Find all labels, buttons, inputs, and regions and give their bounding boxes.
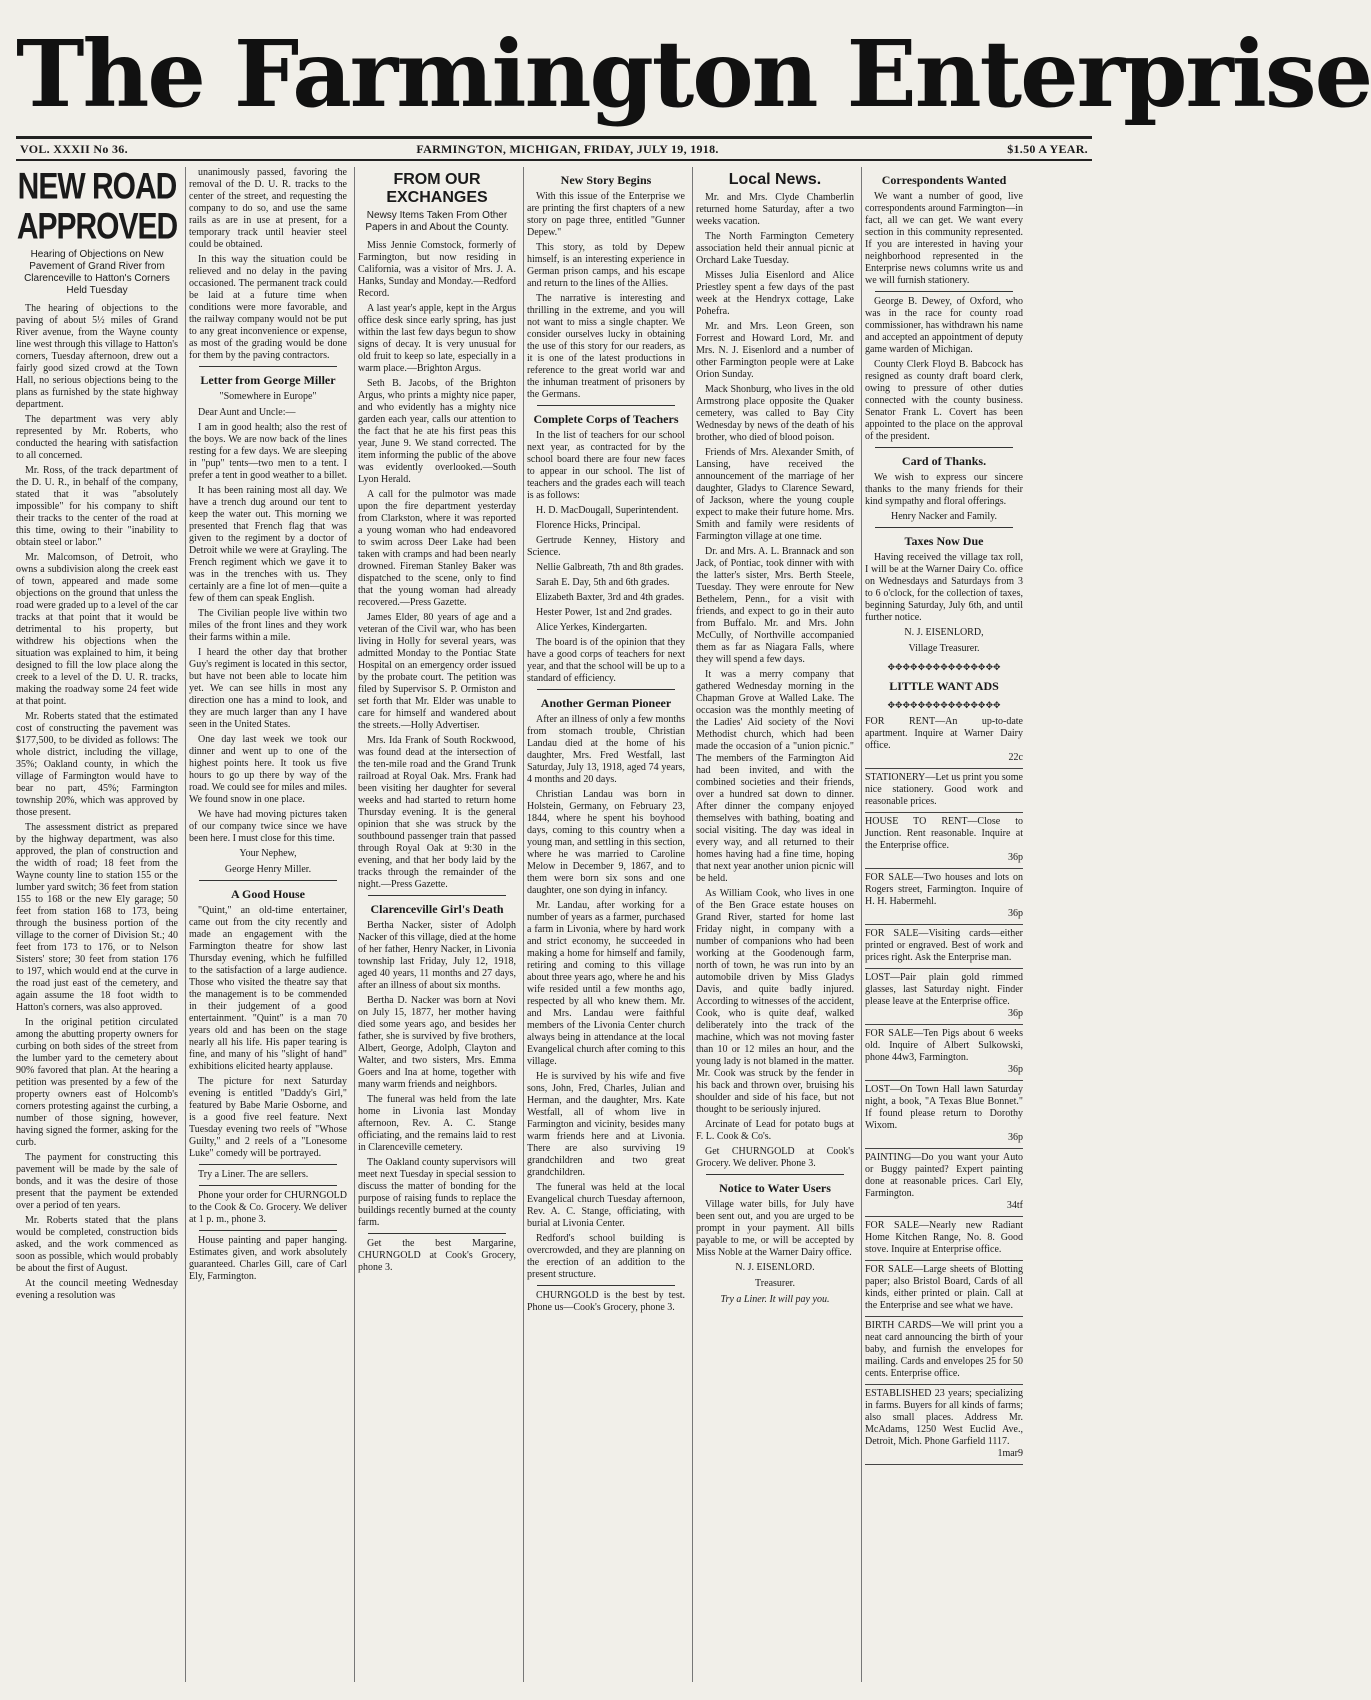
divider	[875, 447, 1013, 448]
paragraph: The payment for constructing this pavement will be made by the sale of bonds, and it was the desire of those present that the payment be extended over a period of ten years.	[16, 1152, 178, 1211]
exchanges-heading: FROM OUR EXCHANGES	[386, 171, 488, 206]
water-notice-text: Village water bills, for July have been sent out, and you are urged to be prompt in your payment. All bills payable to me, or will be accepted by Miss Noble at the Warner Dairy office.	[696, 1199, 854, 1258]
paragraph: This story, as told by Depew himself, is an interesting experience in German prison camps, and his escape and return to the lines of the Allies.	[527, 242, 685, 289]
churngold-best-ad: CHURNGOLD is the best by test. Phone us—Cook's Grocery, phone 3.	[527, 1290, 685, 1313]
paragraph: Dr. and Mrs. A. L. Brannack and son Jack, of Pontiac, took dinner with with the latter's sister, Mrs. Berth Steele, Tuesday. They were enroute for New Bethelem, Penn., for a visit with friends, and expect to go in their auto from Buffalo. Mr. and Mrs. John McCully, of Northville accompanied them as far as Niagara Falls, where they will spend a few days.	[696, 546, 854, 665]
paragraph: Mr. Roberts stated that the plans would be completed, construction bids asked, and the work commenced as soon as possible, which would probably be about the first of August.	[16, 1215, 178, 1274]
death-article	[358, 920, 516, 1229]
paragraph: Sarah E. Day, 5th and 6th grades.	[536, 577, 670, 588]
paragraph: The funeral was held from the late home in Livonia last Monday afternoon, Rev. A. C. Stange officiating, and the remains laid to rest in Clarenceville cemetery.	[358, 1094, 516, 1153]
painting-ad: House painting and paper hanging. Estimates given, and work absolutely guaranteed. Charles Gill, care of Carl Ely, Farmington.	[189, 1235, 347, 1282]
thanks-text: We wish to express our sincere thanks to the many friends for their kind sympathy and floral offerings.	[865, 472, 1023, 507]
want-ad-text: LOST—On Town Hall lawn Saturday night, a book, "A Texas Blue Bonnet." If found please return to Dorothy Wixom.	[865, 1084, 1023, 1131]
paragraph: It was a merry company that gathered Wednesday morning in the Chapman Grove at Walled Lake. The occasion was the monthly meeting of the Ladies' Aid society of the Novi Methodist church, which had been made the occasion of a "union picnic." The members of the Farmington Aid had been invited, and with the combined societies and their friends, over a hundred sat down to dinner. After dinner the company enjoyed themselves with bathing, boating and social visiting. The day was ideal in every way, and all returned to their homes having had a fine time, hoping that next year another union picnic will be held.	[696, 669, 854, 884]
paragraph: Arcinate of Lead for potato bugs at F. L. Cook & Co's.	[696, 1119, 854, 1142]
good-house-heading: A Good House	[230, 887, 305, 901]
want-ad-code: 1mar9	[997, 1448, 1023, 1459]
want-ad	[865, 925, 1023, 969]
paragraph: Mr. and Mrs. Clyde Chamberlin returned home Saturday, after a two weeks vacation.	[696, 192, 854, 227]
masthead-title: The Farmington Enterprise	[16, 20, 1371, 128]
taxes-signature: N. J. EISENLORD,	[904, 627, 984, 638]
paragraph: The assessment district as prepared by the highway department, was also approved, the plan of construction and the width of road; 18 feet from the Wayne county line to station 155 or the lumber yard switch; 36 feet from station 155 to 168 or the new Ely garage; 50 feet from station 168 to 173, being through the business portion of the village to the corner of Division St.; 40 feet from 173 to 176, or to Nelson Sisters' store; 30 feet from station 176 to 197, which would end at the curve in the road just east of the cemetery, and again assume the 18 foot width to Hatton's corners, was also approved.	[16, 822, 178, 1013]
headline-deck: Hearing of Objections on New Pavement of Grand River from Clarenceville to Hatton's Corners Held Tuesday	[24, 249, 170, 296]
paragraph: Bertha Nacker, sister of Adolph Nacker of this village, died at the home of her father, Henry Nacker, in Livonia township last Friday, July 12, 1918, aged 40 years, 11 months and 27 days, after an illness of about six months.	[358, 920, 516, 991]
want-ad	[865, 1261, 1023, 1317]
want-ad	[865, 769, 1023, 813]
liner-tagline: Try a Liner. It will pay you.	[720, 1294, 830, 1305]
paragraph: We have had moving pictures taken of our company twice since we have been here. I must close for this time.	[189, 809, 347, 844]
paragraph: James Elder, 80 years of age and a veteran of the Civil war, who has been living in Holly for several years, was admitted Monday to the Pontiac State Hospital on an emergency order issued by the probate court. The petition was filed by Supervisor S. P. Ormiston and set forth that Mr. Elder was unable to care for himself and wandered about the streets.—Holly Advertiser.	[358, 612, 516, 731]
want-ad-text: STATIONERY—Let us print you some nice stationery. Good work and reasonable prices.	[865, 772, 1023, 807]
divider	[199, 1230, 337, 1231]
want-ad-text: HOUSE TO RENT—Close to Junction. Rent reasonable. Inquire at the Enterprise office.	[865, 816, 1023, 851]
want-ad	[865, 1385, 1023, 1465]
columns	[16, 167, 1092, 1682]
divider	[368, 1233, 506, 1234]
paragraph: It has been raining most all day. We have a trench dug around our tent to keep the water out. This morning we presented that French flag that was given to the regiment by a doctor of Detroit while we were at Grayling. The French regiment which we gave it to was in the trenches with us. They certainly are a fine lot of men—quite a few of them can speak English.	[189, 485, 347, 604]
paragraph: At the council meeting Wednesday evening a resolution was	[16, 1278, 178, 1301]
ornament-border: ✥✥✥✥✥✥✥✥✥✥✥✥✥✥✥	[887, 700, 1001, 710]
divider	[537, 689, 675, 690]
new-story-heading: New Story Begins	[560, 173, 652, 187]
letter-closing: Your Nephew,	[239, 848, 297, 859]
pioneer-heading: Another German Pioneer	[540, 696, 672, 710]
paragraph: In the list of teachers for our school next year, as contracted for by the school board there are four new faces to appear in our school. The list of teachers and the grades each will teach is as follows:	[527, 430, 685, 501]
exchanges-items	[358, 240, 516, 891]
ornament-border: ✥✥✥✥✥✥✥✥✥✥✥✥✥✥✥	[887, 662, 1001, 672]
want-ad	[865, 969, 1023, 1025]
paragraph: I am in good health; also the rest of the boys. We are now back of the lines resting for a few days. We are sleeping in "pup" tents—two men to a tent. I prefer a tent in good weather to a billet.	[189, 422, 347, 481]
divider	[537, 405, 675, 406]
paragraph: A call for the pulmotor was made upon the fire department yesterday from Clarkston, where it was reported a young woman who had endeavored to swim across Deer Lake had been taken with cramps and had been nearly drowned. Fireman Stanley Baker was dispatched to the scene, only to find that the young woman had already recovered.—Press Gazette.	[358, 489, 516, 608]
paragraph: Hester Power, 1st and 2nd grades.	[536, 607, 672, 618]
want-ad-text: PAINTING—Do you want your Auto or Buggy painted? Expert painting done at reasonable prices. Carl Ely, Farmington.	[865, 1152, 1023, 1199]
paragraph: Misses Julia Eisenlord and Alice Priestley spent a few days of the past week at the Hendryx cottage, Lake Pohefra.	[696, 270, 854, 317]
volume-number: VOL. XXXII No 36.	[20, 141, 128, 156]
paragraph: I heard the other day that brother Guy's regiment is located in this sector, but have not been able to locate him yet. We can see hills in most any direction one has a mind to look, and they are much larger than any I have seen in the United States.	[189, 647, 347, 730]
column-2	[185, 167, 347, 1682]
water-notice-title: Treasurer.	[755, 1278, 795, 1289]
want-ad-text: BIRTH CARDS—We will print you a neat card announcing the birth of your baby, and furnish the envelopes for mailing. Cards and envelopes 25 for 50 cents. Enterprise office.	[865, 1320, 1023, 1379]
churngold-ad: Phone your order for CHURNGOLD to the Cook & Co. Grocery. We deliver at 1 p. m., phone 3.	[189, 1190, 347, 1225]
dateline	[16, 136, 1092, 161]
paragraph: Dear Aunt and Uncle:—	[198, 407, 296, 418]
divider	[199, 366, 337, 367]
paragraph: As William Cook, who lives in one of the Ben Grace estate houses on Grand River, started for home last Friday night, in company with a number of companions who had been working at the Goodenough farm, north of town, he was run into by an automobile driven by Miss Gladys Davis, and quite badly injured. According to witnesses of the accident, Cook, who is quite deaf, walked deliberately into the track of the machine, which was not moving faster than 10 or 12 miles an hour, and the young lady is not blamed in the matter. Mr. Cook was struck by the fender in his back and thrown over, bruising his shoulder and side of his face, but not thought to be seriously injured.	[696, 888, 854, 1115]
column-3	[354, 167, 516, 1682]
divider	[368, 895, 506, 896]
divider	[537, 1285, 675, 1286]
paragraph: The narrative is interesting and thrilling in the extreme, and you will not want to miss a single chapter. We consider ourselves lucky in obtaining the use of this story for our readers, as it is one of the latest productions in reference to the great world war and the inhuman treatment of prisoners by the Germans.	[527, 293, 685, 400]
paragraph: Elizabeth Baxter, 3rd and 4th grades.	[536, 592, 685, 603]
paragraph: The department was very ably represented by Mr. Roberts, who conducted the hearing with satisfaction to all concerned.	[16, 414, 178, 461]
paragraph: Florence Hicks, Principal.	[536, 520, 641, 531]
paragraph: Miss Jennie Comstock, formerly of Farmington, but now residing in California, was a visitor of Mrs. J. A. Hanks, Sunday and Monday.—Redford Record.	[358, 240, 516, 299]
correspondents-heading: Correspondents Wanted	[881, 173, 1007, 187]
letter-heading: Letter from George Miller	[200, 373, 336, 387]
paragraph: The board is of the opinion that they have a good corps of teachers for next year, and that the school will be up to a standard of efficiency.	[527, 637, 685, 684]
divider	[706, 1174, 844, 1175]
paragraph: The hearing of objections to the paving of about 5½ miles of Grand River avenue, from the Wayne county line west through this village to Hatton's corners, Tuesday afternoon, drew out a fairly good sized crowd at the Town Hall, no serious objections being to the plans as furnished by the state highway department.	[16, 303, 178, 410]
column-1	[16, 167, 178, 1682]
paragraph: The North Farmington Cemetery association held their annual picnic at Orchard Lake Tuesday.	[696, 231, 854, 266]
paragraph: Redford's school building is overcrowded, and they are planning on the erection of an addition to the present structure.	[527, 1233, 685, 1280]
want-ad-text: FOR SALE—Visiting cards—either printed or engraved. Best of work and prices right. Ask the Enterprise man.	[865, 928, 1023, 963]
divider	[199, 1185, 337, 1186]
paragraph: Gertrude Kenney, History and Science.	[527, 535, 685, 558]
column-4	[523, 167, 685, 1682]
headline-new-road: NEW ROAD APPROVED	[16, 165, 178, 247]
divider	[199, 880, 337, 881]
thanks-signature: Henry Nacker and Family.	[891, 511, 997, 522]
paragraph: Christian Landau was born in Holstein, Germany, on February 23, 1844, where he spent his boyhood days, coming to this country when a young man, and settling in this section, where he was married to Caroline Melow in December 9, 1867, and to them were born six sons and one daughter, one son dying in infancy.	[527, 789, 685, 896]
paragraph: Mr. and Mrs. Leon Green, son Forrest and Howard Lord, Mr. and Mrs. N. J. Eisenlord and a number of other Farmington people were at Lake Orion Sunday.	[696, 321, 854, 380]
column-6	[861, 167, 1023, 1682]
paragraph: The picture for next Saturday evening is entitled "Daddy's Girl," featured by Babe Marie Osborne, and is a good five reel feature. Next Tuesday evening two reels of "Whose Guilty," and 2 reels of a "Lonesome Luke" comedy will be portrayed.	[189, 1076, 347, 1159]
divider	[875, 527, 1013, 528]
want-ad-code: 36p	[1008, 1064, 1023, 1075]
want-ad	[865, 1149, 1023, 1217]
good-house-article	[189, 905, 347, 1160]
want-ad-text: FOR SALE—Ten Pigs about 6 weeks old. Inquire of Albert Sulkowski, phone 44w3, Farmington.	[865, 1028, 1023, 1063]
want-ad	[865, 1317, 1023, 1385]
divider	[875, 291, 1013, 292]
paragraph: Seth B. Jacobs, of the Brighton Argus, who prints a mighty nice paper, and who evidently has a mighty nice garden each year, calls our attention to the fact that he ate his first peas this year, June 9. We stand corrected. The item informing the public of the above was evidently overlooked.—South Lyon Herald.	[358, 378, 516, 485]
local-news-items	[696, 192, 854, 1170]
want-ad-code: 36p	[1008, 1132, 1023, 1143]
want-ads-list	[865, 713, 1023, 1465]
want-ad-text: ESTABLISHED 23 years; specializing in farms. Buyers for all kinds of farms; also small places. Address Mr. McAdams, 1250 West Euclid Ave., Detroit, Mich. Phone Garfield 1117.	[865, 1388, 1023, 1447]
want-ad	[865, 1081, 1023, 1149]
paragraph: Alice Yerkes, Kindergarten.	[536, 622, 648, 633]
margarine-ad: Get the best Margarine, CHURNGOLD at Cook's Grocery, phone 3.	[358, 1238, 516, 1273]
want-ad-code: 22c	[1008, 752, 1023, 763]
thanks-heading: Card of Thanks.	[901, 454, 987, 468]
pioneer-article	[527, 714, 685, 1281]
paragraph: "Quint," an old-time entertainer, came out from the city recently and made an engagement with the Farmington theatre for show last Thursday evening, which he fulfilled to the satisfaction of a large audience. Those who visited the theatre say that the management is to be commended in their judgement of a good entertainment. "Quint" is a man 70 years old and has been on the stage nearly all his life. His paper tearing is fine, and many of his "slight of hand" exhibitions elicited hearty applause.	[189, 905, 347, 1072]
water-notice-heading: Notice to Water Users	[719, 1181, 831, 1195]
correspondents-text: We want a number of good, live correspondents around Farmington—in fact, all we can get. We want every section in this community represented. If you are interested in having your neighborhood represented in the Enterprise news columns write us and we will furnish stationery.	[865, 191, 1023, 286]
liner-ad: Try a Liner. The are sellers.	[198, 1169, 309, 1180]
letter-body	[189, 407, 347, 845]
want-ad	[865, 813, 1023, 869]
paragraph: Mr. Roberts stated that the estimated cost of constructing the pavement was $177,500, to be divided as follows: The whole district, including the village, 35%; Oakland county, in which the village of Farmington would have to bear no part, 45%; Farmington township 20%, which was approved by those present.	[16, 711, 178, 818]
want-ad-text: FOR SALE—Nearly new Radiant Home Kitchen Range, No. 8. Good stove. Inquire at Enterprise office.	[865, 1220, 1023, 1255]
column-5	[692, 167, 854, 1682]
want-ad	[865, 1217, 1023, 1261]
teachers-heading: Complete Corps of Teachers	[533, 412, 679, 426]
dewey-item: George B. Dewey, of Oxford, who was in the race for county road commissioner, has withdrawn his name and accepted an appointment of deputy game warden of Michigan.	[865, 296, 1023, 355]
teachers-article	[527, 430, 685, 685]
local-news-heading: Local News.	[728, 171, 822, 188]
want-ad	[865, 869, 1023, 925]
exchanges-deck: Newsy Items Taken From Other Papers in and About the County.	[365, 210, 509, 233]
want-ad-text: LOST—Pair plain gold rimmed glasses, last Saturday night. Finder please leave at the Enterprise office.	[865, 972, 1023, 1007]
want-ad-code: 36p	[1008, 908, 1023, 919]
paragraph: unanimously passed, favoring the removal of the D. U. R. tracks to the center of the street, and requesting the company to do so, and use the same rails as are in use at present, for a temporary track until heavier steel could be obtained.	[189, 167, 347, 250]
paragraph: Mr. Malcomson, of Detroit, who owns a subdivision along the creek east of town, appeared and made some objections on the ground that unless the road were graded up to a level of the car tracks at that point that it would be detrimental to his property, but withdrew his objections when the situation was explained to him, it being designed to fill the low place along the creek to a level of the D. U. R. tracks, making the roadway some 24 feet wide at that point.	[16, 552, 178, 707]
divider	[199, 1164, 337, 1165]
paragraph: One day last week we took our dinner and went up to one of the highest points here. It took us five hours to go up there by way of the road. We could see for miles and miles. We found snow in one place.	[189, 734, 347, 805]
water-notice-signature: N. J. EISENLORD.	[735, 1262, 815, 1273]
want-ad	[865, 1025, 1023, 1081]
letter-signature: George Henry Miller.	[224, 864, 312, 875]
clerk-item: County Clerk Floyd B. Babcock has resigned as county draft board clerk, owing to pressure of other duties connected with the county business. Senator Frank L. Covert has been appointed to the place on the approval of the president.	[865, 359, 1023, 442]
paragraph: The Oakland county supervisors will meet next Tuesday in special session to discuss the matter of bonding for the purpose of raising funds to replace the buildings recently burned at the county farm.	[358, 1157, 516, 1228]
paragraph: In the original petition circulated among the abutting property owners for curbing on both sides of the street from the lumber yard to the cemetery about 90% favored that plan. At the hearing a petition was presented by a few of the property owners east of Holcomb's corners protesting against the curbing, a number of those signing, however, having signed the former, asking for the curb.	[16, 1017, 178, 1148]
want-ad	[865, 713, 1023, 769]
road-article-continued	[189, 167, 347, 362]
paragraph: With this issue of the Enterprise we are printing the first chapters of a new story on page three, entitled "Gunner Depew."	[527, 191, 685, 238]
new-road-article	[16, 303, 178, 1302]
paragraph: The Civilian people live within two miles of the front lines and they work their farms within a mile.	[189, 608, 347, 643]
want-ad-text: FOR RENT—An up-to-date apartment. Inquire at Warner Dairy office.	[865, 716, 1023, 751]
want-ads-heading: LITTLE WANT ADS	[889, 679, 999, 693]
place-and-date: FARMINGTON, MICHIGAN, FRIDAY, JULY 19, 1918.	[416, 141, 719, 156]
paragraph: In this way the situation could be relieved and no delay in the paving occasioned. The permanent track could be laid at a future time when conditions were more favorable, and the railway company would not be put to any great inconvenience or expense, as most of the grading would be done for them by the paving contractors.	[189, 254, 347, 361]
paragraph: Mack Shonburg, who lives in the old Armstrong place opposite the Quaker cemetery, was called to Bay City Wednesday by news of the death of his brother, who died of blood poison.	[696, 384, 854, 443]
paragraph: Mr. Ross, of the track department of the D. U. R., in behalf of the company, stated that it was "absolutely impossible" for his company to shift their tracks to the center of the road at this time, owing to their "inability to obtain steel or labor."	[16, 465, 178, 548]
paragraph: He is survived by his wife and five sons, John, Fred, Charles, Julian and Herman, and the daughter, Mrs. Kate Westfall, all of whom live in Farmington and vicinity, besides many warm friends here and at Livonia. There are also surviving 19 grandchildren and two great grandchildren.	[527, 1071, 685, 1178]
death-heading: Clarenceville Girl's Death	[370, 902, 504, 916]
want-ad-text: FOR SALE—Large sheets of Blotting paper; also Bristol Board, Cards of all kinds, either printed or plain. Call at the Enterprise and see what we have.	[865, 1264, 1023, 1311]
paragraph: The funeral was held at the local Evangelical church Tuesday afternoon, Rev. A. C. Stange, officiating, with burial at Livonia Center.	[527, 1182, 685, 1229]
paragraph: Mrs. Ida Frank of South Rockwood, was found dead at the intersection of the ten-mile road and the Grand Trunk railroad at Royal Oak. Mrs. Frank had been visiting her daughter for several weeks and had started to return home Thursday evening. It is the general opinion that she was struck by the southbound passenger train that passed through Royal Oak at 9:30 in the evening, and that her body laid by the tracks through the remainder of the night.—Press Gazette.	[358, 735, 516, 890]
want-ad-text: FOR SALE—Two houses and lots on Rogers street, Farmington. Inquire of H. H. Habermehl.	[865, 872, 1023, 907]
taxes-heading: Taxes Now Due	[904, 534, 984, 548]
paragraph: Friends of Mrs. Alexander Smith, of Lansing, have received the announcement of the marriage of her daughter, Gladys to Clarence Seward, of Jackson, where the young couple expect to make their future home. Mrs. Smith and family were residents of Farmington village at one time.	[696, 447, 854, 542]
paragraph: A last year's apple, kept in the Argus office desk since early spring, has just within the last few days begun to show signs of decay. It is very unusual for old fruit to keep so late, especially in a warm place.—Brighton Argus.	[358, 303, 516, 374]
paragraph: Get CHURNGOLD at Cook's Grocery. We deliver. Phone 3.	[696, 1146, 854, 1169]
paragraph: H. D. MacDougall, Superintendent.	[536, 505, 679, 516]
new-story-article	[527, 191, 685, 401]
letter-subheading: "Somewhere in Europe"	[219, 391, 317, 402]
subscription-price: $1.50 A YEAR.	[1007, 141, 1088, 156]
paragraph: Bertha D. Nacker was born at Novi on July 15, 1877, her mother having died some years ago, and besides her father, she is survived by five brothers, Albert, George, Adolph, Clayton and Walter, and two sisters, Mrs. Emma Goers and Ina at home, together with many warm friends and neighbors.	[358, 995, 516, 1090]
paragraph: Mr. Landau, after working for a number of years as a farmer, purchased a farm in Livonia, where by hard work and strict economy, he succeeded in making a home for himself and family, retiring and coming to this village about three years ago, where he and his wife resided until a few months ago, respected by all who knew them. Mr. and Mrs. Landau were faithful members of the Livonia Center church always being in attendance at the local Evangelical church after coming to this village.	[527, 900, 685, 1067]
taxes-text: Having received the village tax roll, I will be at the Warner Dairy Co. office on Wednesdays and Saturdays from 3 to 6 o'clock, for the collection of taxes, beginning Saturday, July 6th, and until further notice.	[865, 552, 1023, 623]
want-ad-code: 36p	[1008, 1008, 1023, 1019]
want-ad-code: 34tf	[1006, 1200, 1023, 1211]
want-ad-code: 36p	[1008, 852, 1023, 863]
paragraph: After an illness of only a few months from stomach trouble, Christian Landau died at the home of his daughter, Mrs. Fred Westfall, last Saturday, July 13, 1918, aged 74 years, 4 months and 20 days.	[527, 714, 685, 785]
paragraph: Nellie Galbreath, 7th and 8th grades.	[536, 562, 684, 573]
taxes-title: Village Treasurer.	[908, 643, 980, 654]
